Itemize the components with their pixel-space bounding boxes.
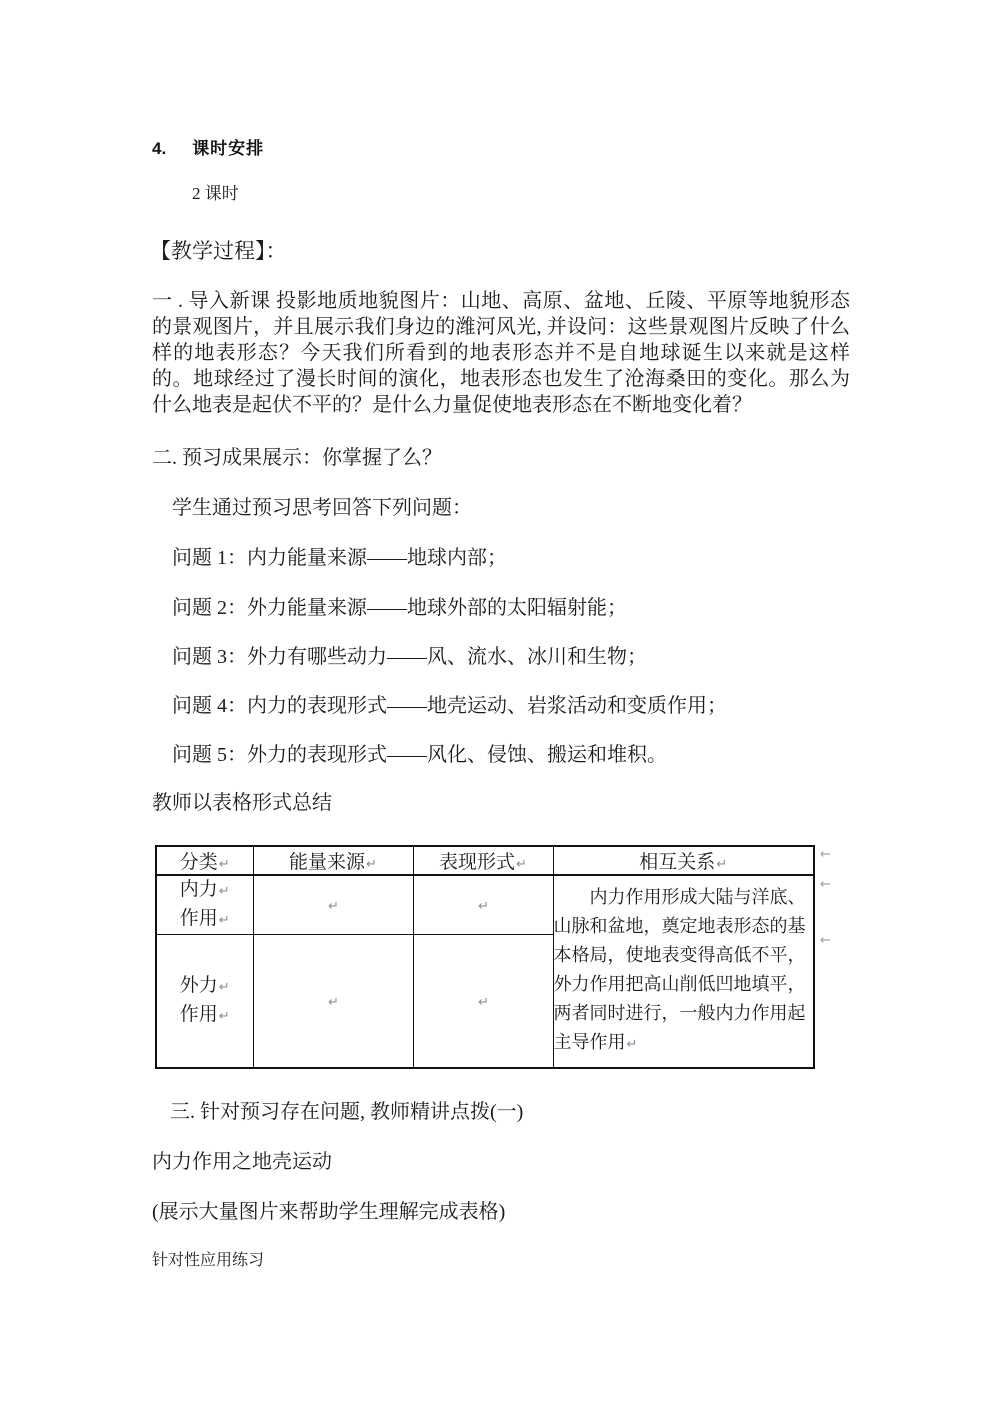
header-manifestation: 表现形式↵	[413, 846, 553, 875]
cell-internal-manifestation-empty	[413, 875, 553, 935]
question-3: 问题 3：外力有哪些动力——风、流水、冰川和生物；	[172, 646, 647, 668]
section3-title: 三. 针对预习存在问题, 教师精讲点拨(一)	[170, 1101, 524, 1123]
paragraph-mark-icon: ↵	[218, 857, 230, 872]
paragraph-mark-icon: ↵	[218, 884, 230, 899]
intro-paragraph: 一 . 导入新课 投影地质地貌图片：山地、高原、盆地、丘陵、平原等地貌形态的景观图片，并且展示我们身边的潍河风光, 并设问：这些景观图片反映了什么样的地表形态？今天我们所看到的地表形态并不是自地球诞生以来就是这样的。地球经过了漫长时间的演化，地表形态也发生了沧海桑田的变化。那么为什么地表是起伏不平的？是什么力量促使地表形态在不断地变化着？	[152, 290, 850, 416]
paragraph-mark-icon: ↵	[328, 899, 339, 914]
row-end-mark-icon: ←	[820, 877, 831, 892]
paragraph-mark-icon: ↵	[218, 1008, 230, 1024]
row-end-mark-icon: ←	[820, 847, 831, 862]
paragraph-mark-icon: ↵	[218, 913, 230, 928]
table-header-row	[156, 846, 814, 875]
question-2: 问题 2：外力能量来源——地球外部的太阳辐射能；	[172, 597, 627, 619]
paragraph-mark-icon: ↵	[366, 857, 377, 872]
section2-title: 二. 预习成果展示：你掌握了么？	[152, 447, 442, 469]
question-4: 问题 4：内力的表现形式——地壳运动、岩浆活动和变质作用；	[172, 695, 727, 717]
heading-number: 4.	[152, 139, 167, 158]
question-5: 问题 5：外力的表现形式——风化、侵蚀、搬运和堆积。	[172, 744, 667, 766]
paragraph-mark-icon: ↵	[716, 857, 728, 872]
paragraph-mark-icon: ↵	[478, 899, 489, 914]
paragraph-mark-icon: ↵	[626, 1037, 638, 1053]
cell-internal-energy-empty	[253, 875, 413, 935]
header-relationship: 相互关系↵	[553, 846, 814, 875]
note-line: (展示大量图片来帮助学生理解完成表格)	[152, 1201, 506, 1223]
paragraph-mark-icon: ↵	[328, 994, 339, 1010]
paragraph-mark-icon: ↵	[478, 994, 489, 1010]
cell-external-energy-empty	[253, 935, 413, 1068]
table-intro-line: 教师以表格形式总结	[152, 792, 332, 814]
header-category: 分类↵	[156, 846, 253, 875]
cell-internal-force-label: 内力↵ 作用↵	[156, 875, 253, 935]
cell-external-manifestation-empty	[413, 935, 553, 1068]
cell-external-force-label: 外力↵ 作用↵	[156, 935, 253, 1068]
paragraph-mark-icon: ↵	[516, 857, 527, 872]
lesson-hours-heading	[152, 139, 264, 159]
practice-line: 针对性应用练习	[152, 1252, 265, 1269]
header-energy-source: 能量来源↵	[253, 846, 413, 875]
teaching-process-title: 【教学过程】：	[150, 239, 287, 263]
row-end-mark-icon: ←	[820, 933, 831, 948]
students-prompt: 学生通过预习思考回答下列问题：	[172, 497, 472, 519]
duration-line: 2 课时	[192, 184, 239, 203]
forces-summary-table	[155, 845, 815, 1069]
cell-relationship-text: 内力作用形成大陆与洋底、 山脉和盆地，奠定地表形态的基 本格局，使地表变得高低不平， 外力作用把高山削低凹地填平， 两者同时进行，一般内力作用起 主导作用↵	[553, 875, 814, 1068]
heading-text: 课时安排	[192, 139, 265, 158]
question-1: 问题 1：内力能量来源——地球内部；	[172, 547, 507, 569]
paragraph-mark-icon: ↵	[218, 979, 230, 995]
table-row-internal-force	[156, 875, 814, 935]
topic-line: 内力作用之地壳运动	[152, 1151, 332, 1173]
